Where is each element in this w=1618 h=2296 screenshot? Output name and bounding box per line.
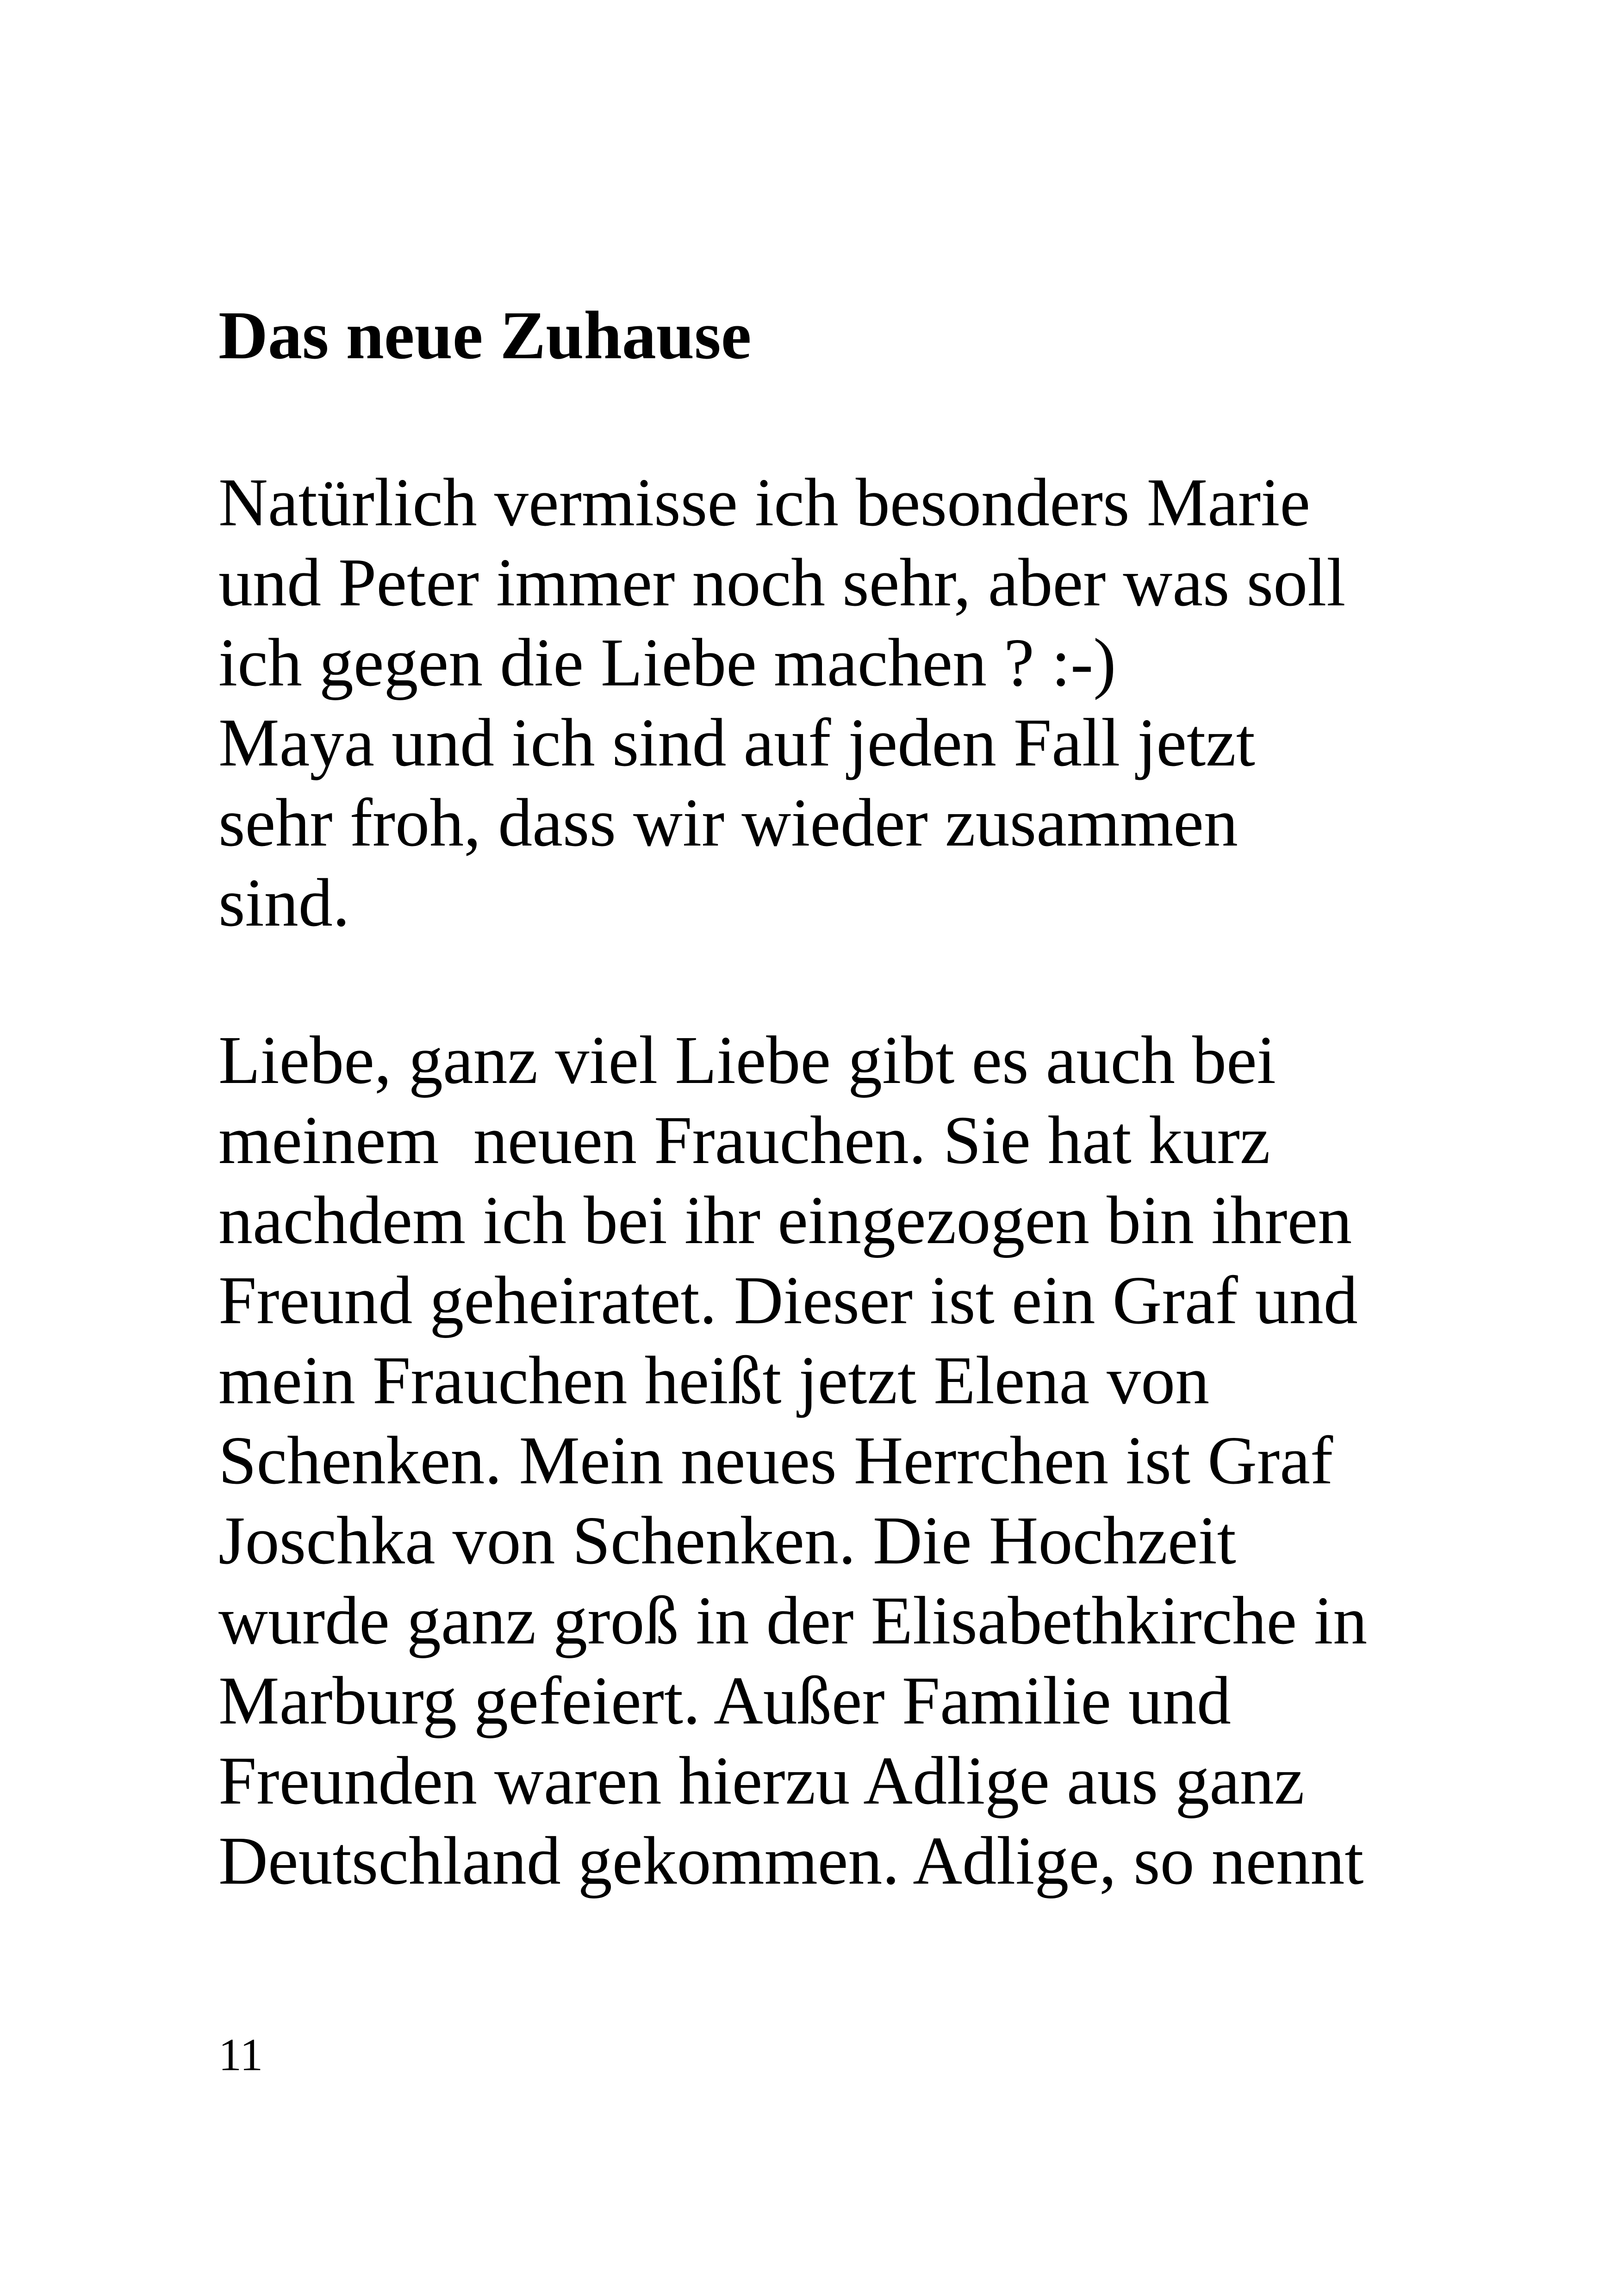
text-line: sehr froh, dass wir wieder zusammen [218, 785, 1238, 861]
text-line: und Peter immer noch sehr, aber was soll [218, 545, 1346, 621]
paragraph-2 [218, 1020, 1367, 1901]
text-line: Freund geheiratet. Dieser ist ein Graf und [218, 1263, 1358, 1338]
text-line: nachdem ich bei ihr eingezogen bin ihren [218, 1182, 1352, 1258]
text-line: meinem neuen Frauchen. Sie hat kurz [218, 1102, 1270, 1178]
text-line: Liebe, ganz viel Liebe gibt es auch bei [218, 1022, 1276, 1098]
text-line: Maya und ich sind auf jeden Fall jetzt [218, 705, 1255, 781]
paragraph-1 [218, 463, 1345, 943]
text-line: Freunden waren hierzu Adlige aus ganz [218, 1743, 1305, 1819]
text-line: Marburg gefeiert. Außer Familie und [218, 1663, 1231, 1739]
chapter-heading: Das neue Zuhause [218, 298, 752, 373]
text-line: Schenken. Mein neues Herrchen ist Graf [218, 1423, 1333, 1499]
page-number: 11 [218, 2029, 263, 2080]
text-line: mein Frauchen heißt jetzt Elena von [218, 1343, 1210, 1419]
text-line: ich gegen die Liebe machen ? :-) [218, 625, 1116, 701]
text-line: wurde ganz groß in der Elisabethkirche in [218, 1583, 1368, 1659]
text-line: Joschka von Schenken. Die Hochzeit [218, 1503, 1236, 1579]
text-line: Natürlich vermisse ich besonders Marie [218, 465, 1311, 541]
text-line: Deutschland gekommen. Adlige, so nennt [218, 1823, 1364, 1899]
text-line: sind. [218, 865, 350, 941]
